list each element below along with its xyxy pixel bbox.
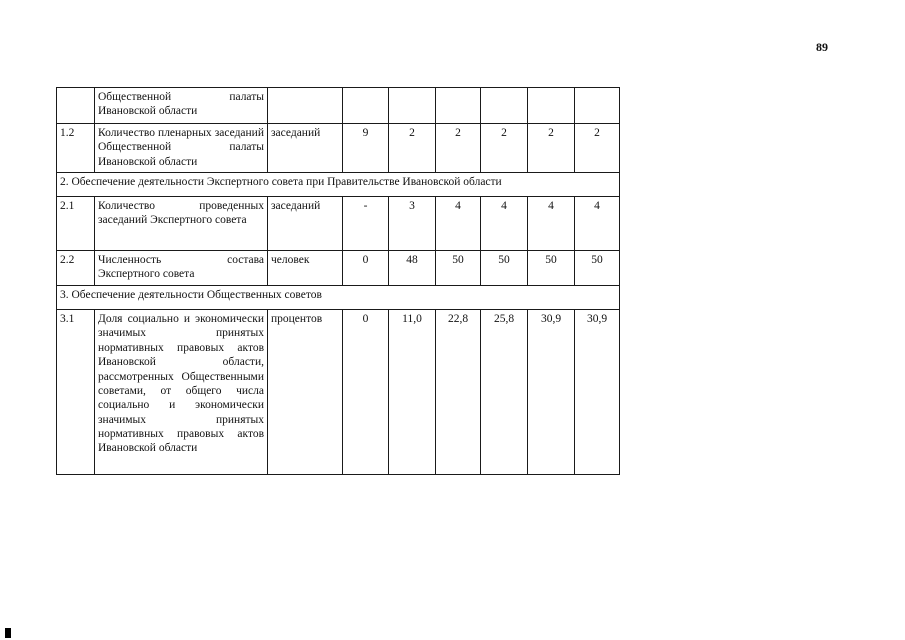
indicator-name: Доля социально и экономически значимых принятых нормативных правовых актов Ивановской области, рассмотренных Общественными советами, от общего числа социально и экономически значимых принятых нормативных правовых актов Ивановской области — [95, 310, 268, 475]
value-cell: 2 — [528, 124, 575, 173]
value-cell: 30,9 — [528, 310, 575, 475]
row-number — [57, 88, 95, 124]
value-cell: 2 — [481, 124, 528, 173]
unit-cell: человек — [268, 251, 343, 286]
indicator-name: Численность состава Экспертного совета — [95, 251, 268, 286]
unit-cell: заседаний — [268, 124, 343, 173]
value-cell — [343, 88, 389, 124]
value-cell: 25,8 — [481, 310, 528, 475]
value-cell: 50 — [436, 251, 481, 286]
unit-cell: заседаний — [268, 197, 343, 251]
value-cell — [481, 88, 528, 124]
section-header-row — [57, 286, 620, 310]
section-header-row — [57, 173, 620, 197]
unit-cell — [268, 88, 343, 124]
table-row — [57, 88, 620, 124]
indicator-name: Количество проведенных заседаний Экспертного совета — [95, 197, 268, 251]
value-cell: 50 — [481, 251, 528, 286]
row-number: 2.2 — [57, 251, 95, 286]
value-cell: 30,9 — [575, 310, 620, 475]
value-cell: 0 — [343, 251, 389, 286]
value-cell: 50 — [528, 251, 575, 286]
value-cell: - — [343, 197, 389, 251]
table-row — [57, 251, 620, 286]
value-cell: 4 — [436, 197, 481, 251]
indicator-name: Общественной палаты Ивановской области — [95, 88, 268, 124]
value-cell: 4 — [528, 197, 575, 251]
value-cell: 2 — [389, 124, 436, 173]
table-row — [57, 124, 620, 173]
value-cell: 48 — [389, 251, 436, 286]
value-cell — [575, 88, 620, 124]
indicators-table — [56, 87, 620, 475]
value-cell: 3 — [389, 197, 436, 251]
value-cell: 2 — [436, 124, 481, 173]
value-cell: 9 — [343, 124, 389, 173]
value-cell — [528, 88, 575, 124]
value-cell — [436, 88, 481, 124]
page-number: 89 — [816, 40, 828, 54]
value-cell: 22,8 — [436, 310, 481, 475]
value-cell: 4 — [481, 197, 528, 251]
unit-cell: процентов — [268, 310, 343, 475]
value-cell: 50 — [575, 251, 620, 286]
value-cell: 4 — [575, 197, 620, 251]
indicator-name: Количество пленарных заседаний Общественной палаты Ивановской области — [95, 124, 268, 173]
section-title: 2. Обеспечение деятельности Экспертного совета при Правительстве Ивановской области — [57, 173, 620, 197]
value-cell: 2 — [575, 124, 620, 173]
row-number: 3.1 — [57, 310, 95, 475]
scan-mark — [5, 628, 11, 638]
row-number: 1.2 — [57, 124, 95, 173]
section-title: 3. Обеспечение деятельности Общественных советов — [57, 286, 620, 310]
value-cell: 0 — [343, 310, 389, 475]
table-row — [57, 310, 620, 475]
value-cell: 11,0 — [389, 310, 436, 475]
value-cell — [389, 88, 436, 124]
table-row — [57, 197, 620, 251]
row-number: 2.1 — [57, 197, 95, 251]
